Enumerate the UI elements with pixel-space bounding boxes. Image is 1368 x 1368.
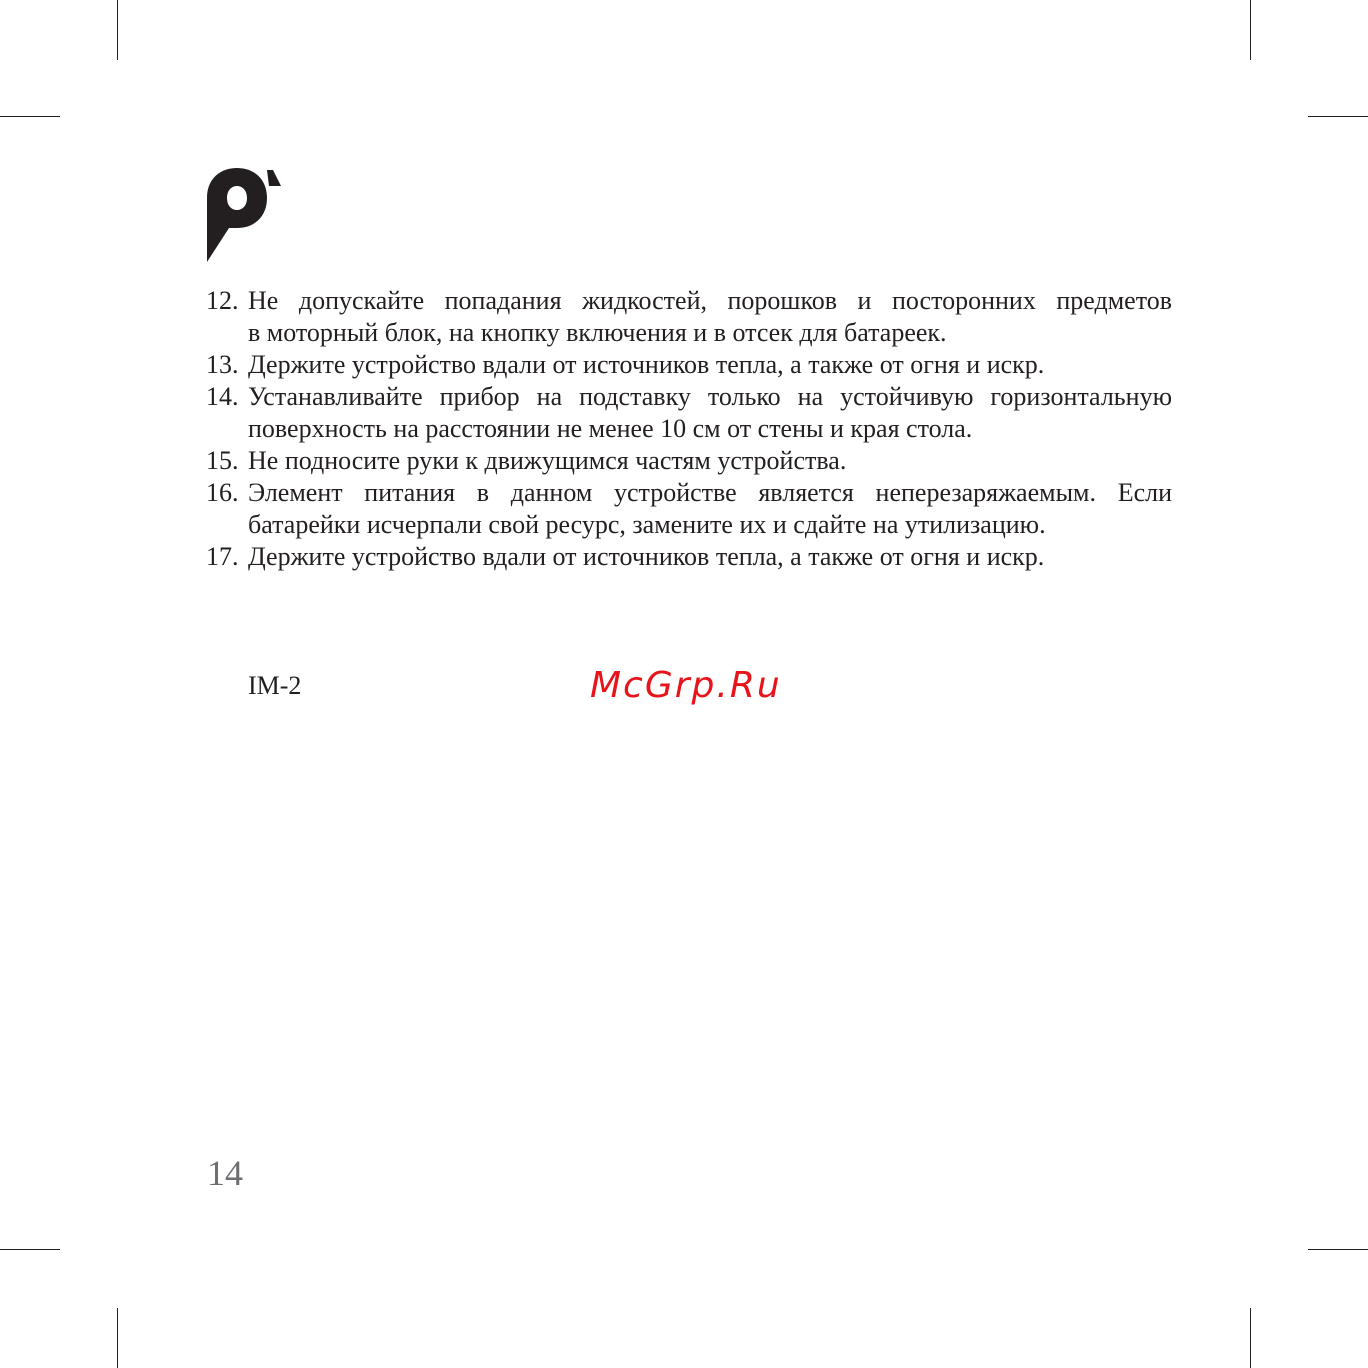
rule-item-15 <box>206 445 1172 477</box>
rule-item-16 <box>206 477 1172 541</box>
rule-number: 12. <box>206 286 239 315</box>
brand-logo-icon <box>205 166 283 264</box>
crop-mark-bottom-left <box>117 1308 118 1368</box>
rule-item-13 <box>206 349 1172 381</box>
rule-line: поверхность на расстоянии не менее 10 см от стены и края стола. <box>248 414 973 443</box>
watermark-text: McGrp.Ru <box>590 665 782 706</box>
rule-line: в моторный блок, на кнопку включения и в отсек для батареек. <box>248 318 947 347</box>
rule-number: 15. <box>206 446 239 475</box>
crop-mark-top-right <box>1250 0 1251 60</box>
crop-mark-top-left <box>117 0 118 60</box>
rule-item-17 <box>206 541 1172 573</box>
rule-line: Не подносите руки к движущимся частям устройства. <box>248 446 847 475</box>
rule-item-14 <box>206 381 1172 445</box>
rule-item-12 <box>206 285 1172 349</box>
rule-number: 14. <box>206 382 239 411</box>
crop-mark-right-bottom <box>1308 1249 1368 1250</box>
crop-mark-left-top <box>0 116 60 117</box>
rule-line: батарейки исчерпали свой ресурс, замените их и сдайте на утилизацию. <box>248 510 1046 539</box>
model-code: IM-2 <box>248 671 302 700</box>
rule-number: 13. <box>206 350 239 379</box>
crop-mark-bottom-right <box>1250 1308 1251 1368</box>
crop-mark-right-top <box>1308 116 1368 117</box>
rule-line: Держите устройство вдали от источников тепла, а также от огня и искр. <box>248 542 1045 571</box>
safety-rules-list <box>206 285 1172 573</box>
rule-line: Держите устройство вдали от источников тепла, а также от огня и искр. <box>248 350 1045 379</box>
rule-line: Устанавливайте прибор на подставку только на устойчивую горизонтальную <box>248 382 1172 411</box>
rule-number: 16. <box>206 478 239 507</box>
rule-line: Элемент питания в данном устройстве является неперезаряжаемым. Если <box>248 478 1172 507</box>
page-number: 14 <box>207 1153 243 1193</box>
rule-line: Не допускайте попадания жидкостей, порошков и посторонних предметов <box>248 286 1172 315</box>
rule-number: 17. <box>206 542 239 571</box>
crop-mark-left-bottom <box>0 1249 60 1250</box>
